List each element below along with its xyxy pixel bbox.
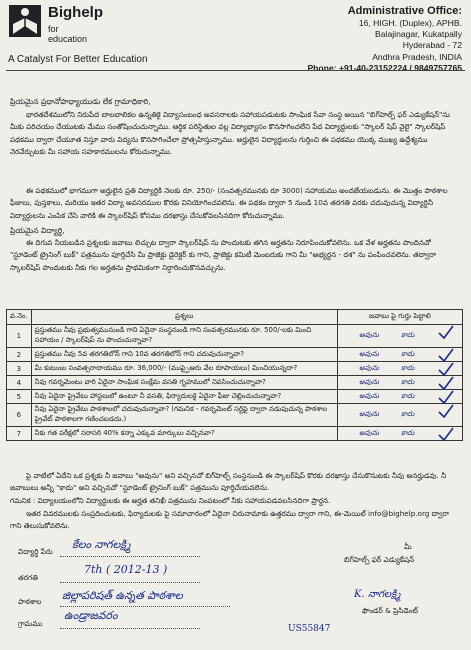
answer-yes[interactable]: అవును: [359, 410, 379, 418]
question-number: 5: [7, 390, 32, 404]
student-name-label: విద్యార్థి పేరు: [18, 547, 53, 556]
question-number: 3: [7, 362, 32, 376]
answer-no[interactable]: కాదు: [400, 349, 415, 358]
paragraph-scheme: ఈ పథకములో భాగముగా అర్హులైన ప్రతి విద్యార్థికి నెలకు రూ. 250/- (సంవత్సరమునకు రూ 3000) సహాయము అందజేయబడును. ఈ మొత్తం పాఠశాల ఫీజులు, పుస్తకాలు, మరియు ఇతర విద్యా అవసరముల కొరకు వినియోగించవలెను. ఈ పథకం ద్వారా 5 నుండి 10వ తరగతి వరకు చదువుచున్న విద్యార్థినీ విద్యార్థులను ఎంపిక చేసి వారికి ఈ స్కాలర్‌షిప్ కోసము దరఖాస్తు చేసుకోవలసినదిగా కోరుచున్నాము.: [10, 186, 448, 220]
school-line: [60, 606, 230, 607]
answer-no[interactable]: కాదు: [400, 363, 415, 372]
table-row: [7, 404, 463, 427]
office-line: 16, HIGH. (Duplex), APHB.: [358, 18, 462, 28]
question-text: ప్రస్తుతము నీవు 5వ తరగతిలోన్ గాని 10వ తరగతిలోన్ గాని చదువుచున్నావా?: [31, 348, 337, 362]
checkmark-icon: [438, 376, 454, 390]
answer-yes[interactable]: అవును: [359, 349, 379, 358]
village-label: గ్రామము: [18, 619, 43, 628]
checkmark-icon: [438, 362, 454, 376]
class-label: తరగతి: [18, 573, 38, 582]
question-text: నీవు గవర్నమెంటు వారి ఏదైనా సాంఘిక సంక్షేమ వసతి గృహములో నివసించుచున్నావా?: [31, 376, 337, 390]
signoff: మీ: [404, 542, 412, 551]
class-line: [60, 582, 200, 583]
school-value: జిల్లాపరిషత్ ఉన్నత పాఠశాల: [62, 589, 183, 602]
note-contact: ఇతర వివరములకు సంప్రదించుటకు, ఫిర్యాదులకు పై సమాచారంలో ఏదైనా చిరునామాకు ఉత్తరము ద్వారా గాని, ఈ-మెయిల్ info@bighelp.org ద్వారా గాని తెలుసుకోవలెను.: [10, 509, 450, 531]
salutation: ప్రియమైన ప్రధానోపాధ్యాయుడు లేక గ్రామాధికారి,: [10, 97, 151, 106]
checkmark-icon: [438, 427, 454, 441]
question-text: నీవు ఏదైనా ప్రైవేటు హాస్టలులో ఉంటూ నీ వసతి, ఫిర్యాదులకై ఏదైనా ఫీజు చెల్లించుచున్నావా?: [31, 390, 337, 404]
office-line: Balajinagar, Kukatpally: [375, 29, 462, 40]
paragraph-instructions: ఈ దిగువ నీయబడిన ప్రశ్నలకు జవాబు లిచ్చుట ద్వారా స్కాలర్‌షిప్ ను పొందుటకు తగిన అర్హతను నిరూపించుకోవలెను. ఒక వేళ అర్హతను పొందినచో "స్టూడెంట్ ట్రైనింగ్ బుక్" పత్రమును పూర్తిచేసి మీ ప్రాజెక్టు డైరెక్టర్ కు గాని, ప్రాజెక్టు కమిటీ మెంబరుకు గాని మీ "అభ్యర్థన - దశ" ను పంపించవలెను. తద్వారా స్కాలర్‌షిప్ పొందుటకు నీకు గల అర్హతను ప్రాథమికంగా నిర్ధారించుకొనవచ్చును.: [10, 238, 437, 272]
question-text: మీ కుటుంబ సంవత్సరాదాయము రూ. 36,000/- (ముప్పైఆరు వేల రూపాయలు) మించియున్నదా?: [31, 362, 337, 376]
answer-no[interactable]: కాదు: [400, 410, 415, 418]
brand-name: Bighelp: [48, 4, 103, 21]
question-text: నీవు ఏదైనా ప్రైవేటు పాఠశాలలో చదువుచున్నావా? (గమనిక - గవర్నమెంట్ సర్టిఫై ద్వారా నడుపుచున్న పాఠశాల ప్రైవేట్ పాఠశాలగా గణించబడదు.): [31, 404, 337, 427]
answer-yes[interactable]: అవును: [359, 391, 379, 400]
table-header-row: [7, 310, 463, 325]
checkmark-icon: [438, 390, 454, 404]
answer-cell[interactable]: [338, 376, 463, 390]
brand-subtitle: for education: [48, 24, 88, 44]
answer-cell[interactable]: [338, 325, 463, 348]
answer-no[interactable]: కాదు: [400, 377, 415, 386]
answer-cell[interactable]: [338, 390, 463, 404]
founder-signature: K. నాగలక్ష్మి: [354, 589, 401, 600]
book-person-icon: [8, 4, 42, 38]
question-number: 7: [7, 427, 32, 441]
header-divider: [6, 70, 465, 71]
office-title: Administrative Office:: [347, 5, 462, 17]
checkmark-icon: [438, 348, 454, 362]
answer-no[interactable]: కాదు: [400, 428, 415, 437]
office-phone: Phone: +91-40-23152224 / 9849757765: [307, 62, 462, 73]
answer-yes[interactable]: అవును: [359, 377, 379, 386]
column-header-answer: జవాబు పై గుర్తు పెట్టాలి: [338, 310, 463, 325]
column-header-number: వ.నెం.: [7, 310, 32, 325]
answer-yes[interactable]: అవును: [359, 428, 379, 437]
village-line: [60, 628, 200, 629]
answer-cell[interactable]: [338, 427, 463, 441]
checkmark-icon: [438, 325, 454, 339]
founder-title: ఫౌండర్ & ప్రెసిడెంట్: [362, 606, 419, 615]
answer-cell[interactable]: [338, 362, 463, 376]
table-row: [7, 348, 463, 362]
question-number: 6: [7, 404, 32, 427]
table-row: [7, 362, 463, 376]
school-label: పాఠశాల: [18, 597, 42, 606]
paragraph-intro: భారతదేశములోని నిరుపేద బాలబాలికల ఉన్నతికై విద్యాసంబంధ అవసరాలకు సహాయపడుటకు సాంఘిక సేవా సంస్థ అయిన "బిగ్‌హెల్ప్ ఫర్ ఎడ్యుకేషన్"ను మీకు పరిచయం చేయుటకు మేము సంతోషించుచున్నాము. ఆర్థిక పరిస్థితుల వల్ల విద్యాభ్యాసం కొనసాగించలేని పేద విద్యార్థులకు "స్కాలర్ షిప్ వైలై" స్కాలర్‌షిప్ పథకము ద్వారా చేయూత నిస్తూ వారు విద్యను కొనసాగించేలా ప్రోత్సహిస్తున్నాము. అర్హులైన విద్యార్థులను గుర్తించి ఈ పథకము యొక్క ముఖ్య ఉద్దేశ్యము నెరవేర్చుటకు మీ సహాయ సహకారములను కోరుచున్నాము.: [10, 110, 450, 157]
office-address: [262, 4, 462, 74]
answer-cell[interactable]: [338, 348, 463, 362]
student-name-value: కేలం నాగలక్ష్మి: [72, 538, 131, 551]
answer-cell[interactable]: [338, 404, 463, 427]
question-text: నీకు గత పరీక్షలో సరాసరి 40% కన్నా ఎక్కువ మార్కులు వచ్చినవా?: [31, 427, 337, 441]
note-help: గమనిక : విద్యాలయంలోని విద్యార్థులకు ఈ అర్హత తనిఖీ పత్రమును నింపటంలో నీకు సహాయపడవలసినదిగా ప్రార్థన.: [10, 496, 331, 505]
office-line: Andhra Pradesh, INDIA: [372, 51, 462, 62]
table-row: [7, 390, 463, 404]
answer-yes[interactable]: అవును: [359, 331, 379, 339]
class-value: 7th ( 2012-13 ): [84, 563, 168, 576]
table-row: [7, 325, 463, 348]
table-row: [7, 376, 463, 390]
office-line: Hyderabad - 72: [402, 40, 462, 51]
answer-no[interactable]: కాదు: [400, 331, 415, 339]
sign-organisation: బిగ్‌హెల్ప్ ఫర్ ఎడ్యుకేషన్: [344, 555, 415, 564]
table-row: [7, 427, 463, 441]
checkmark-icon: [438, 404, 454, 418]
question-text: ప్రస్తుతము నీవు ప్రభుత్వమునుండి గాని ఏదైనా సంస్థనుండి గాని సంవత్సరమునకు రూ. 500/-లకు మించి సహాయం / స్కాలర్‌షిప్ ను పొందుచున్నావా?: [31, 325, 337, 348]
question-number: 2: [7, 348, 32, 362]
column-header-question: ప్రశ్నలు: [31, 310, 337, 325]
question-number: 4: [7, 376, 32, 390]
answer-yes[interactable]: అవును: [359, 363, 379, 372]
answer-no[interactable]: కాదు: [400, 391, 415, 400]
note-disqualification: పై వాటిలో ఏదేని ఒక ప్రశ్నకు నీ జవాబు "అవును" అని వచ్చినచో బిగ్‌హెల్ప్ సంస్థనుండి ఈ స్కాలర్‌షిప్ కొరకు దరఖాస్తు చేసుకొనుటకు నీవు అనర్హుడవు. నీ జవాబులు అన్నీ "కాదు" అని వచ్చినచో "స్టూడెంట్ ట్రైనింగ్ బుక్" పత్రమును పూర్తిచేయవలెను.: [10, 471, 447, 493]
tagline: A Catalyst For Better Education: [8, 54, 148, 65]
village-value: ఉండ్రాజవరం: [64, 609, 118, 622]
student-name-line: [60, 556, 200, 557]
question-number: 1: [7, 325, 32, 348]
student-salutation: ప్రియమైన విద్యార్థి,: [10, 226, 65, 235]
serial-number: US55847: [288, 624, 331, 634]
eligibility-questions-table: [6, 309, 463, 441]
